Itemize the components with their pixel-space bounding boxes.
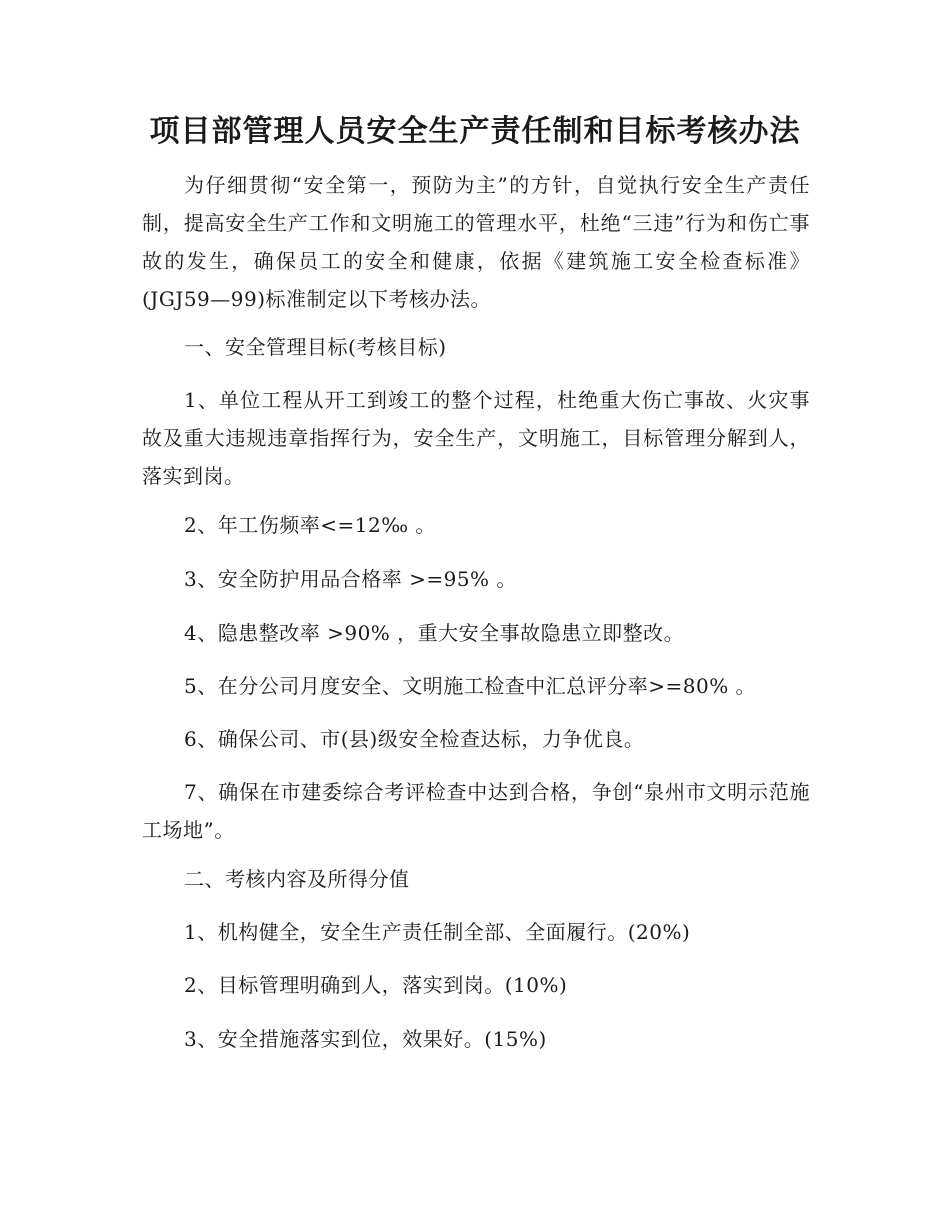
intro-paragraph: 为仔细贯彻“安全第一，预防为主”的方针，自觉执行安全生产责任制，提高安全生产工作和文明施工的管理水平，杜绝“三违”行为和伤亡事故的发生，确保员工的安全和健康，依据《建筑施工安全检查标准》(JGJ59—99)标准制定以下考核办法。 [142,173,810,311]
section-1-item-6: 6、确保公司、市(县)级安全检查达标，力争优良。 [184,727,645,751]
section-2-item-1: 1、机构健全，安全生产责任制全部、全面履行。(20%) [184,920,691,944]
section-1-item-1: 1、单位工程从开工到竣工的整个过程，杜绝重大伤亡事故、火灾事故及重大违规违章指挥行为，安全生产，文明施工，目标管理分解到人，落实到岗。 [142,388,810,488]
section-1-heading: 一、安全管理目标(考核目标) [184,335,447,359]
section-1-item-7: 7、确保在市建委综合考评检查中达到合格，争创“泉州市文明示范施工场地”。 [142,780,810,842]
section-2-item-2: 2、目标管理明确到人，落实到岗。(10%) [184,973,568,997]
section-2-heading: 二、考核内容及所得分值 [184,867,410,891]
section-1-item-5: 5、在分公司月度安全、文明施工检查中汇总评分率>=80% 。 [184,674,757,698]
section-1-item-3: 3、安全防护用品合格率 >=95% 。 [184,567,517,591]
section-1-item-2: 2、年工伤频率<=12‰ 。 [184,513,436,537]
document-title: 项目部管理人员安全生产责任制和目标考核办法 [149,114,801,149]
section-2-item-3: 3、安全措施落实到位，效果好。(15%) [184,1027,547,1051]
section-1-item-4: 4、隐患整改率 >90% ，重大安全事故隐患立即整改。 [184,621,685,645]
